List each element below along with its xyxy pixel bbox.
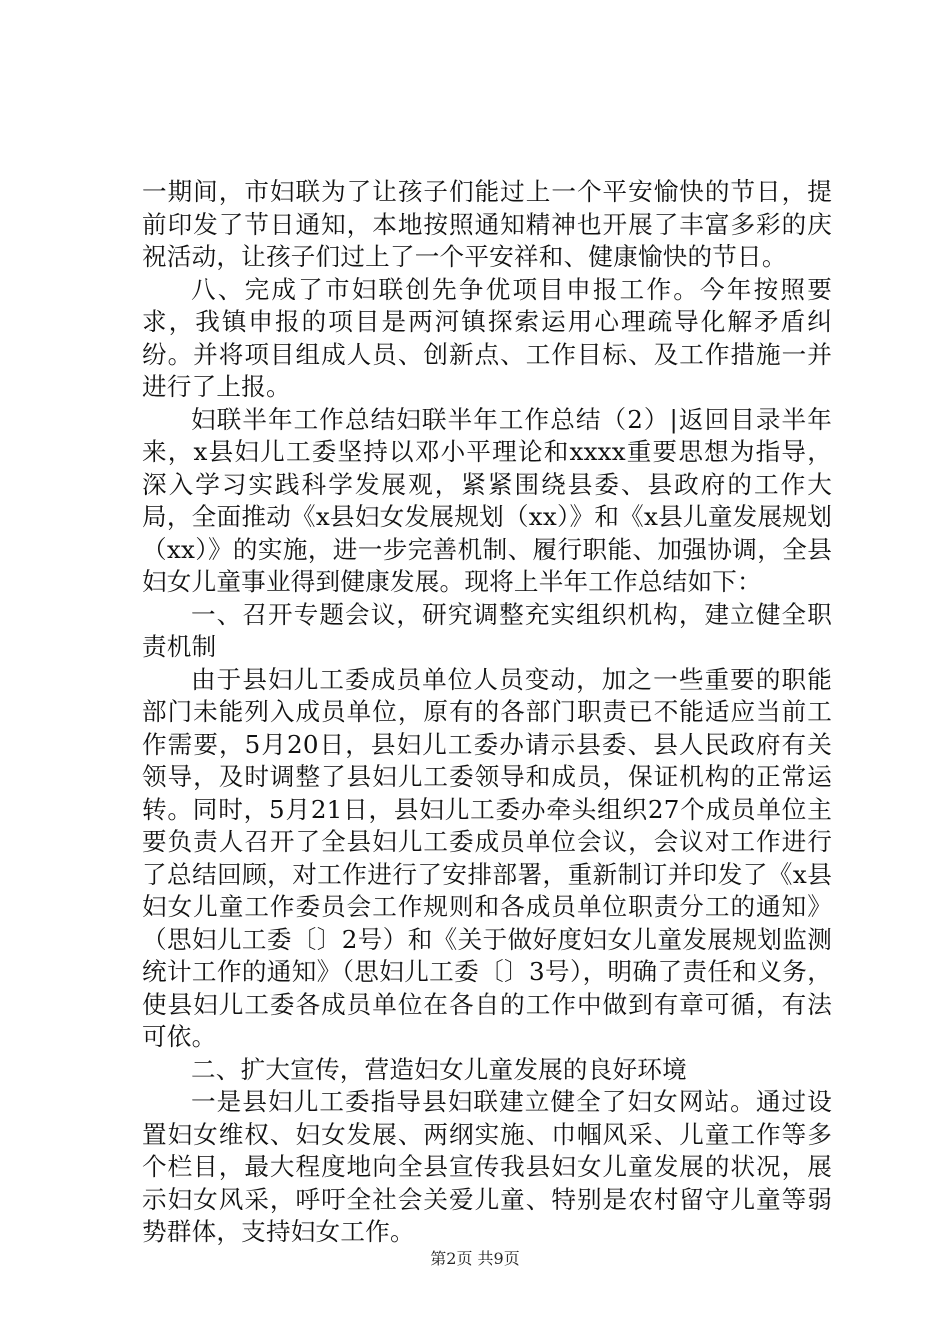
paragraph-section-two-body: 一是县妇儿工委指导县妇联建立健全了妇女网站。通过设置妇女维权、妇女发展、两纲实施、巾帼风采、儿童工作等多个栏目，最大程度地向全县宣传我县妇女儿童发展的状况，展示妇女风采，呼吁全社会关爱儿童、特别是农村留守儿童等弱势群体，支持妇女工作。 — [142, 1087, 832, 1246]
paragraph-intro: 妇联半年工作总结妇联半年工作总结（2）|返回目录半年来，x县妇儿工委坚持以邓小平理论和xxxx重要思想为指导，深入学习实践科学发展观，紧紧围绕县委、县政府的工作大局，全面推动《x县妇女发展规划（xx）》和《x县儿童发展规划（xx）》的实施，进一步完善机制、履行职能、加强协调，全县妇女儿童事业得到健康发展。现将上半年工作总结如下： — [142, 404, 832, 596]
page-footer — [0, 1249, 950, 1269]
paragraph-section-one-body: 由于县妇儿工委成员单位人员变动，加之一些重要的职能部门未能列入成员单位，原有的各部门职责已不能适应当前工作需要，5月20日，县妇儿工委办请示县委、县人民政府有关领导，及时调整了县妇儿工委领导和成员，保证机构的正常运转。同时，5月21日，县妇儿工委办牵头组织27个成员单位主要负责人召开了全县妇儿工委成员单位会议，会议对工作进行了总结回顾，对工作进行了安排部署，重新制订并印发了《x县妇女儿童工作委员会工作规则和各成员单位职责分工的通知》（思妇儿工委〔〕2号）和《关于做好度妇女儿童发展规划监测统计工作的通知》（思妇儿工委〔〕3号），明确了责任和义务，使县妇儿工委各成员单位在各自的工作中做到有章可循，有法可依。 — [142, 664, 832, 1051]
page-number: 第2页 共9页 — [430, 1249, 520, 1268]
paragraph-continuation: 一期间，市妇联为了让孩子们能过上一个平安愉快的节日，提前印发了节日通知，本地按照通知精神也开展了丰富多彩的庆祝活动，让孩子们过上了一个平安祥和、健康愉快的节日。 — [142, 177, 832, 271]
document-body — [142, 176, 832, 1249]
paragraph-item-eight: 八、完成了市妇联创先争优项目申报工作。今年按照要求，我镇申报的项目是两河镇探索运用心理疏导化解矛盾纠纷。并将项目组成人员、创新点、工作目标、及工作措施一并进行了上报。 — [142, 274, 832, 401]
section-heading-one: 一、召开专题会议，研究调整充实组织机构，建立健全职责机制 — [142, 599, 832, 661]
section-heading-two: 二、扩大宣传，营造妇女儿童发展的良好环境 — [191, 1054, 687, 1084]
